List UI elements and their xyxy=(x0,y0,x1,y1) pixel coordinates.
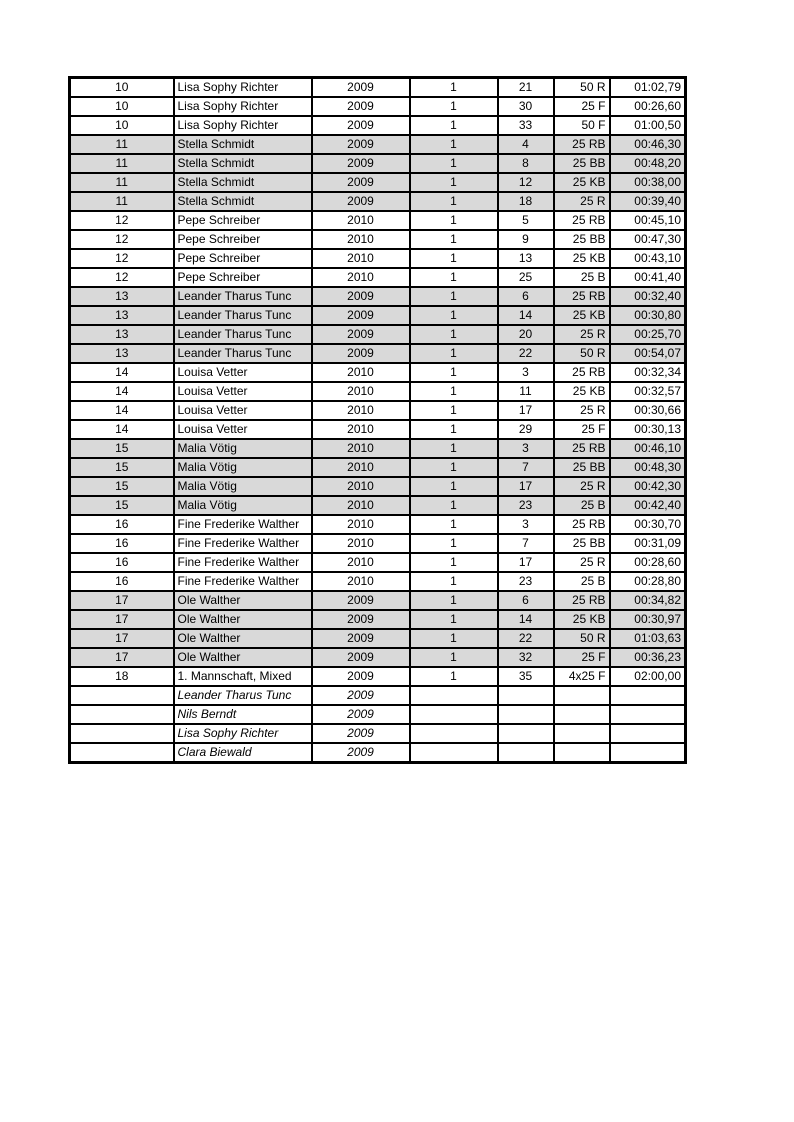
event-cell: 25 KB xyxy=(554,306,610,325)
swimmer-number-cell: 14 xyxy=(70,363,174,382)
entry-number-cell: 5 xyxy=(498,211,554,230)
swimmer-number-cell: 16 xyxy=(70,553,174,572)
table-row xyxy=(70,287,686,306)
entry-number-cell: 6 xyxy=(498,287,554,306)
name-cell: Leander Tharus Tunc xyxy=(174,344,312,363)
time-cell: 00:32,34 xyxy=(610,363,686,382)
year-cell: 2010 xyxy=(312,268,410,287)
time-cell xyxy=(610,743,686,763)
results-table xyxy=(68,76,687,764)
table-row xyxy=(70,553,686,572)
swimmer-number-cell xyxy=(70,686,174,705)
name-cell: Stella Schmidt xyxy=(174,192,312,211)
name-cell: Stella Schmidt xyxy=(174,135,312,154)
year-cell: 2009 xyxy=(312,629,410,648)
table-row xyxy=(70,78,686,98)
name-cell: Malia Vötig xyxy=(174,496,312,515)
swimmer-number-cell: 13 xyxy=(70,287,174,306)
swimmer-number-cell: 10 xyxy=(70,97,174,116)
swimmer-number-cell: 18 xyxy=(70,667,174,686)
table-row xyxy=(70,268,686,287)
swimmer-number-cell: 16 xyxy=(70,572,174,591)
entry-number-cell: 23 xyxy=(498,572,554,591)
event-cell: 25 KB xyxy=(554,382,610,401)
count-cell: 1 xyxy=(410,401,498,420)
time-cell: 00:30,70 xyxy=(610,515,686,534)
year-cell: 2009 xyxy=(312,192,410,211)
entry-number-cell: 14 xyxy=(498,306,554,325)
time-cell: 00:48,30 xyxy=(610,458,686,477)
event-cell: 50 R xyxy=(554,629,610,648)
count-cell: 1 xyxy=(410,344,498,363)
name-cell: Louisa Vetter xyxy=(174,363,312,382)
entry-number-cell: 23 xyxy=(498,496,554,515)
name-cell: Ole Walther xyxy=(174,610,312,629)
year-cell: 2010 xyxy=(312,458,410,477)
time-cell: 00:31,09 xyxy=(610,534,686,553)
swimmer-number-cell: 16 xyxy=(70,534,174,553)
entry-number-cell: 32 xyxy=(498,648,554,667)
entry-number-cell: 20 xyxy=(498,325,554,344)
table-row xyxy=(70,515,686,534)
count-cell: 1 xyxy=(410,382,498,401)
entry-number-cell: 17 xyxy=(498,401,554,420)
event-cell xyxy=(554,743,610,763)
event-cell: 25 BB xyxy=(554,154,610,173)
swimmer-number-cell: 12 xyxy=(70,268,174,287)
name-cell: Leander Tharus Tunc xyxy=(174,306,312,325)
year-cell: 2009 xyxy=(312,325,410,344)
swimmer-number-cell: 12 xyxy=(70,249,174,268)
name-cell: Louisa Vetter xyxy=(174,401,312,420)
event-cell: 25 RB xyxy=(554,591,610,610)
time-cell: 00:47,30 xyxy=(610,230,686,249)
year-cell: 2010 xyxy=(312,249,410,268)
swimmer-number-cell: 15 xyxy=(70,458,174,477)
year-cell: 2010 xyxy=(312,477,410,496)
event-cell: 25 RB xyxy=(554,287,610,306)
name-cell: Malia Vötig xyxy=(174,439,312,458)
name-cell: 1. Mannschaft, Mixed xyxy=(174,667,312,686)
time-cell xyxy=(610,686,686,705)
table-row xyxy=(70,401,686,420)
entry-number-cell: 22 xyxy=(498,344,554,363)
time-cell: 00:36,23 xyxy=(610,648,686,667)
time-cell xyxy=(610,724,686,743)
year-cell: 2010 xyxy=(312,439,410,458)
event-cell: 25 F xyxy=(554,420,610,439)
event-cell: 25 F xyxy=(554,648,610,667)
year-cell: 2009 xyxy=(312,591,410,610)
time-cell: 00:45,10 xyxy=(610,211,686,230)
event-cell: 25 B xyxy=(554,496,610,515)
event-cell: 25 BB xyxy=(554,230,610,249)
event-cell: 25 RB xyxy=(554,439,610,458)
time-cell: 00:39,40 xyxy=(610,192,686,211)
time-cell: 00:26,60 xyxy=(610,97,686,116)
table-row xyxy=(70,116,686,135)
event-cell: 50 R xyxy=(554,78,610,98)
entry-number-cell xyxy=(498,724,554,743)
year-cell: 2009 xyxy=(312,724,410,743)
time-cell: 00:30,97 xyxy=(610,610,686,629)
table-row xyxy=(70,97,686,116)
time-cell: 00:46,10 xyxy=(610,439,686,458)
count-cell: 1 xyxy=(410,534,498,553)
event-cell: 25 B xyxy=(554,268,610,287)
count-cell: 1 xyxy=(410,325,498,344)
time-cell: 00:25,70 xyxy=(610,325,686,344)
event-cell: 25 RB xyxy=(554,515,610,534)
name-cell: Nils Berndt xyxy=(174,705,312,724)
time-cell: 00:28,80 xyxy=(610,572,686,591)
name-cell: Leander Tharus Tunc xyxy=(174,686,312,705)
event-cell: 25 R xyxy=(554,477,610,496)
event-cell xyxy=(554,724,610,743)
entry-number-cell: 3 xyxy=(498,515,554,534)
swimmer-number-cell: 11 xyxy=(70,173,174,192)
event-cell: 25 F xyxy=(554,97,610,116)
time-cell: 00:30,13 xyxy=(610,420,686,439)
event-cell: 4x25 F xyxy=(554,667,610,686)
event-cell: 25 R xyxy=(554,401,610,420)
table-row xyxy=(70,572,686,591)
time-cell: 00:46,30 xyxy=(610,135,686,154)
swimmer-number-cell xyxy=(70,724,174,743)
swimmer-number-cell xyxy=(70,705,174,724)
count-cell: 1 xyxy=(410,610,498,629)
entry-number-cell xyxy=(498,686,554,705)
name-cell: Fine Frederike Walther xyxy=(174,572,312,591)
name-cell: Lisa Sophy Richter xyxy=(174,78,312,98)
table-row xyxy=(70,154,686,173)
year-cell: 2009 xyxy=(312,78,410,98)
year-cell: 2009 xyxy=(312,306,410,325)
name-cell: Stella Schmidt xyxy=(174,154,312,173)
count-cell xyxy=(410,724,498,743)
entry-number-cell: 7 xyxy=(498,534,554,553)
swimmer-number-cell: 17 xyxy=(70,648,174,667)
count-cell: 1 xyxy=(410,287,498,306)
table-row xyxy=(70,249,686,268)
event-cell: 25 RB xyxy=(554,363,610,382)
entry-number-cell: 35 xyxy=(498,667,554,686)
table-row xyxy=(70,743,686,763)
swimmer-number-cell: 15 xyxy=(70,496,174,515)
entry-number-cell: 8 xyxy=(498,154,554,173)
name-cell: Leander Tharus Tunc xyxy=(174,287,312,306)
year-cell: 2010 xyxy=(312,363,410,382)
count-cell xyxy=(410,705,498,724)
swimmer-number-cell: 13 xyxy=(70,344,174,363)
time-cell: 01:00,50 xyxy=(610,116,686,135)
time-cell: 00:48,20 xyxy=(610,154,686,173)
time-cell: 00:30,66 xyxy=(610,401,686,420)
time-cell: 01:03,63 xyxy=(610,629,686,648)
table-row xyxy=(70,610,686,629)
entry-number-cell: 6 xyxy=(498,591,554,610)
swimmer-number-cell: 14 xyxy=(70,382,174,401)
year-cell: 2009 xyxy=(312,648,410,667)
year-cell: 2009 xyxy=(312,610,410,629)
swimmer-number-cell: 13 xyxy=(70,306,174,325)
results-table-body xyxy=(70,78,686,763)
name-cell: Lisa Sophy Richter xyxy=(174,97,312,116)
name-cell: Lisa Sophy Richter xyxy=(174,724,312,743)
table-row xyxy=(70,496,686,515)
year-cell: 2009 xyxy=(312,154,410,173)
time-cell: 00:30,80 xyxy=(610,306,686,325)
entry-number-cell: 21 xyxy=(498,78,554,98)
entry-number-cell: 7 xyxy=(498,458,554,477)
entry-number-cell: 25 xyxy=(498,268,554,287)
table-row xyxy=(70,534,686,553)
year-cell: 2010 xyxy=(312,401,410,420)
entry-number-cell: 3 xyxy=(498,363,554,382)
count-cell: 1 xyxy=(410,97,498,116)
count-cell: 1 xyxy=(410,439,498,458)
event-cell: 25 R xyxy=(554,325,610,344)
year-cell: 2009 xyxy=(312,135,410,154)
table-row xyxy=(70,686,686,705)
count-cell: 1 xyxy=(410,496,498,515)
event-cell xyxy=(554,686,610,705)
name-cell: Pepe Schreiber xyxy=(174,211,312,230)
entry-number-cell: 9 xyxy=(498,230,554,249)
time-cell: 00:43,10 xyxy=(610,249,686,268)
event-cell: 25 KB xyxy=(554,173,610,192)
time-cell: 00:38,00 xyxy=(610,173,686,192)
table-row xyxy=(70,306,686,325)
count-cell: 1 xyxy=(410,667,498,686)
table-row xyxy=(70,648,686,667)
table-row xyxy=(70,705,686,724)
count-cell xyxy=(410,743,498,763)
name-cell: Ole Walther xyxy=(174,591,312,610)
year-cell: 2010 xyxy=(312,420,410,439)
swimmer-number-cell: 16 xyxy=(70,515,174,534)
swimmer-number-cell: 14 xyxy=(70,401,174,420)
swimmer-number-cell: 17 xyxy=(70,610,174,629)
time-cell: 00:28,60 xyxy=(610,553,686,572)
count-cell: 1 xyxy=(410,192,498,211)
count-cell: 1 xyxy=(410,173,498,192)
count-cell: 1 xyxy=(410,477,498,496)
year-cell: 2009 xyxy=(312,743,410,763)
year-cell: 2009 xyxy=(312,667,410,686)
entry-number-cell: 14 xyxy=(498,610,554,629)
event-cell: 25 R xyxy=(554,192,610,211)
count-cell: 1 xyxy=(410,363,498,382)
year-cell: 2010 xyxy=(312,211,410,230)
entry-number-cell xyxy=(498,705,554,724)
year-cell: 2010 xyxy=(312,515,410,534)
count-cell: 1 xyxy=(410,648,498,667)
name-cell: Louisa Vetter xyxy=(174,420,312,439)
entry-number-cell: 4 xyxy=(498,135,554,154)
swimmer-number-cell: 10 xyxy=(70,78,174,98)
time-cell xyxy=(610,705,686,724)
event-cell: 25 RB xyxy=(554,211,610,230)
name-cell: Malia Vötig xyxy=(174,477,312,496)
table-row xyxy=(70,420,686,439)
time-cell: 00:42,30 xyxy=(610,477,686,496)
entry-number-cell: 22 xyxy=(498,629,554,648)
name-cell: Leander Tharus Tunc xyxy=(174,325,312,344)
table-row xyxy=(70,382,686,401)
table-row xyxy=(70,477,686,496)
time-cell: 02:00,00 xyxy=(610,667,686,686)
count-cell: 1 xyxy=(410,78,498,98)
time-cell: 00:54,07 xyxy=(610,344,686,363)
event-cell: 25 B xyxy=(554,572,610,591)
count-cell: 1 xyxy=(410,458,498,477)
swimmer-number-cell: 14 xyxy=(70,420,174,439)
name-cell: Fine Frederike Walther xyxy=(174,534,312,553)
event-cell xyxy=(554,705,610,724)
name-cell: Ole Walther xyxy=(174,629,312,648)
year-cell: 2010 xyxy=(312,534,410,553)
swimmer-number-cell xyxy=(70,743,174,763)
name-cell: Lisa Sophy Richter xyxy=(174,116,312,135)
event-cell: 25 KB xyxy=(554,249,610,268)
entry-number-cell: 17 xyxy=(498,477,554,496)
year-cell: 2009 xyxy=(312,173,410,192)
event-cell: 25 R xyxy=(554,553,610,572)
entry-number-cell: 11 xyxy=(498,382,554,401)
entry-number-cell: 17 xyxy=(498,553,554,572)
swimmer-number-cell: 15 xyxy=(70,477,174,496)
entry-number-cell: 13 xyxy=(498,249,554,268)
count-cell: 1 xyxy=(410,572,498,591)
table-row xyxy=(70,363,686,382)
swimmer-number-cell: 13 xyxy=(70,325,174,344)
swimmer-number-cell: 12 xyxy=(70,230,174,249)
year-cell: 2010 xyxy=(312,553,410,572)
swimmer-number-cell: 10 xyxy=(70,116,174,135)
year-cell: 2010 xyxy=(312,382,410,401)
count-cell: 1 xyxy=(410,553,498,572)
entry-number-cell: 12 xyxy=(498,173,554,192)
count-cell: 1 xyxy=(410,268,498,287)
table-row xyxy=(70,192,686,211)
swimmer-number-cell: 17 xyxy=(70,629,174,648)
table-row xyxy=(70,211,686,230)
year-cell: 2009 xyxy=(312,686,410,705)
time-cell: 00:32,40 xyxy=(610,287,686,306)
year-cell: 2010 xyxy=(312,496,410,515)
table-row xyxy=(70,173,686,192)
count-cell: 1 xyxy=(410,154,498,173)
event-cell: 25 KB xyxy=(554,610,610,629)
time-cell: 00:41,40 xyxy=(610,268,686,287)
count-cell xyxy=(410,686,498,705)
year-cell: 2009 xyxy=(312,344,410,363)
table-row xyxy=(70,439,686,458)
name-cell: Pepe Schreiber xyxy=(174,268,312,287)
name-cell: Louisa Vetter xyxy=(174,382,312,401)
event-cell: 50 R xyxy=(554,344,610,363)
entry-number-cell: 33 xyxy=(498,116,554,135)
time-cell: 00:34,82 xyxy=(610,591,686,610)
swimmer-number-cell: 15 xyxy=(70,439,174,458)
event-cell: 25 RB xyxy=(554,135,610,154)
year-cell: 2009 xyxy=(312,116,410,135)
count-cell: 1 xyxy=(410,515,498,534)
entry-number-cell: 3 xyxy=(498,439,554,458)
year-cell: 2009 xyxy=(312,705,410,724)
count-cell: 1 xyxy=(410,116,498,135)
swimmer-number-cell: 11 xyxy=(70,154,174,173)
event-cell: 50 F xyxy=(554,116,610,135)
time-cell: 00:32,57 xyxy=(610,382,686,401)
count-cell: 1 xyxy=(410,230,498,249)
count-cell: 1 xyxy=(410,629,498,648)
count-cell: 1 xyxy=(410,306,498,325)
year-cell: 2009 xyxy=(312,97,410,116)
count-cell: 1 xyxy=(410,135,498,154)
entry-number-cell xyxy=(498,743,554,763)
swimmer-number-cell: 12 xyxy=(70,211,174,230)
name-cell: Clara Biewald xyxy=(174,743,312,763)
swimmer-number-cell: 17 xyxy=(70,591,174,610)
count-cell: 1 xyxy=(410,249,498,268)
table-row xyxy=(70,629,686,648)
swimmer-number-cell: 11 xyxy=(70,135,174,154)
time-cell: 01:02,79 xyxy=(610,78,686,98)
entry-number-cell: 30 xyxy=(498,97,554,116)
table-row xyxy=(70,135,686,154)
table-row xyxy=(70,344,686,363)
name-cell: Stella Schmidt xyxy=(174,173,312,192)
name-cell: Pepe Schreiber xyxy=(174,249,312,268)
table-row xyxy=(70,724,686,743)
name-cell: Pepe Schreiber xyxy=(174,230,312,249)
table-row xyxy=(70,458,686,477)
count-cell: 1 xyxy=(410,591,498,610)
count-cell: 1 xyxy=(410,420,498,439)
event-cell: 25 BB xyxy=(554,458,610,477)
table-row xyxy=(70,325,686,344)
year-cell: 2009 xyxy=(312,287,410,306)
year-cell: 2010 xyxy=(312,572,410,591)
name-cell: Ole Walther xyxy=(174,648,312,667)
table-row xyxy=(70,230,686,249)
event-cell: 25 BB xyxy=(554,534,610,553)
name-cell: Malia Vötig xyxy=(174,458,312,477)
year-cell: 2010 xyxy=(312,230,410,249)
name-cell: Fine Frederike Walther xyxy=(174,515,312,534)
swimmer-number-cell: 11 xyxy=(70,192,174,211)
entry-number-cell: 29 xyxy=(498,420,554,439)
time-cell: 00:42,40 xyxy=(610,496,686,515)
count-cell: 1 xyxy=(410,211,498,230)
name-cell: Fine Frederike Walther xyxy=(174,553,312,572)
table-row xyxy=(70,591,686,610)
table-row xyxy=(70,667,686,686)
entry-number-cell: 18 xyxy=(498,192,554,211)
